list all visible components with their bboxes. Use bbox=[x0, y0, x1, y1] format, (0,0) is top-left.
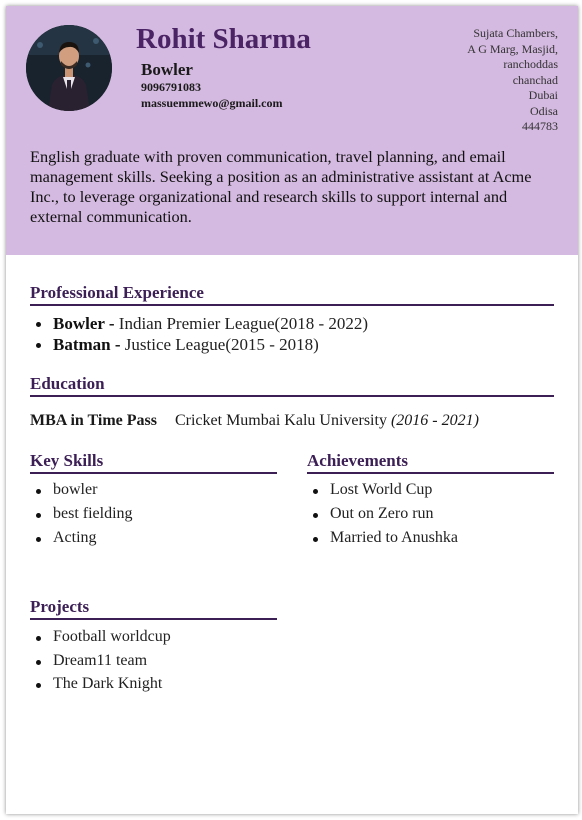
skills-list bbox=[30, 481, 133, 553]
experience-detail: Justice League(2015 bbox=[124, 335, 265, 354]
list-item: Football worldcup bbox=[30, 628, 171, 652]
list-item: bowler bbox=[30, 481, 133, 505]
list-item bbox=[30, 335, 368, 356]
experience-separator: - bbox=[269, 335, 275, 354]
address-line: Dubai bbox=[528, 88, 558, 102]
summary-text: English graduate with proven communication, travel planning, and email management skills. Seeking a position as an administrative assistant at Acme Inc., to leverage organizational and research skills to support internal and external communication. bbox=[30, 147, 532, 226]
experience-detail: Indian Premier League(2018 bbox=[118, 314, 315, 333]
list-item bbox=[30, 314, 368, 335]
phone-number: 9096791083 bbox=[141, 80, 201, 94]
list-item: Acting bbox=[30, 529, 133, 553]
experience-separator: - bbox=[318, 314, 325, 333]
address-line: chanchad bbox=[512, 72, 558, 87]
list-item: Dream11 team bbox=[30, 652, 171, 676]
experience-role: Bowler - bbox=[53, 314, 115, 333]
resume-page bbox=[6, 6, 578, 814]
address-block bbox=[418, 26, 558, 135]
avatar bbox=[26, 25, 112, 111]
profile-photo bbox=[26, 25, 112, 111]
list-item: best fielding bbox=[30, 505, 133, 529]
education-heading: Education bbox=[30, 374, 554, 397]
list-item: Out on Zero run bbox=[307, 505, 458, 529]
address-line: ranchoddas bbox=[503, 57, 558, 71]
candidate-name: Rohit Sharma bbox=[136, 23, 311, 55]
degree: MBA in Time Pass bbox=[30, 412, 157, 429]
list-item: Lost World Cup bbox=[307, 481, 458, 505]
email-address: massuemmewo@gmail.com bbox=[141, 96, 283, 110]
school-name: Cricket Mumbai Kalu University bbox=[174, 412, 387, 429]
list-item: Married to Anushka bbox=[307, 529, 458, 553]
experience-end: 2018) bbox=[279, 335, 319, 354]
address-line: 444783 bbox=[522, 119, 558, 133]
education-entry bbox=[30, 412, 479, 430]
achievements-heading: Achievements bbox=[307, 451, 554, 474]
experience-heading: Professional Experience bbox=[30, 283, 554, 306]
experience-role: Batman - bbox=[53, 335, 121, 354]
candidate-role: Bowler bbox=[141, 60, 193, 79]
education-years: (2016 - 2021) bbox=[390, 412, 479, 429]
experience-list bbox=[30, 314, 368, 356]
resume-header bbox=[6, 6, 578, 255]
address-line: A G Marg, Masjid, bbox=[467, 41, 558, 56]
projects-list bbox=[30, 628, 171, 699]
address-line: Sujata Chambers, bbox=[473, 26, 558, 40]
achievements-list bbox=[307, 481, 458, 553]
list-item: The Dark Knight bbox=[30, 675, 171, 699]
experience-end: 2022) bbox=[328, 314, 369, 333]
skills-heading: Key Skills bbox=[30, 451, 277, 474]
projects-heading: Projects bbox=[30, 597, 277, 620]
address-line: Odisa bbox=[530, 103, 558, 118]
